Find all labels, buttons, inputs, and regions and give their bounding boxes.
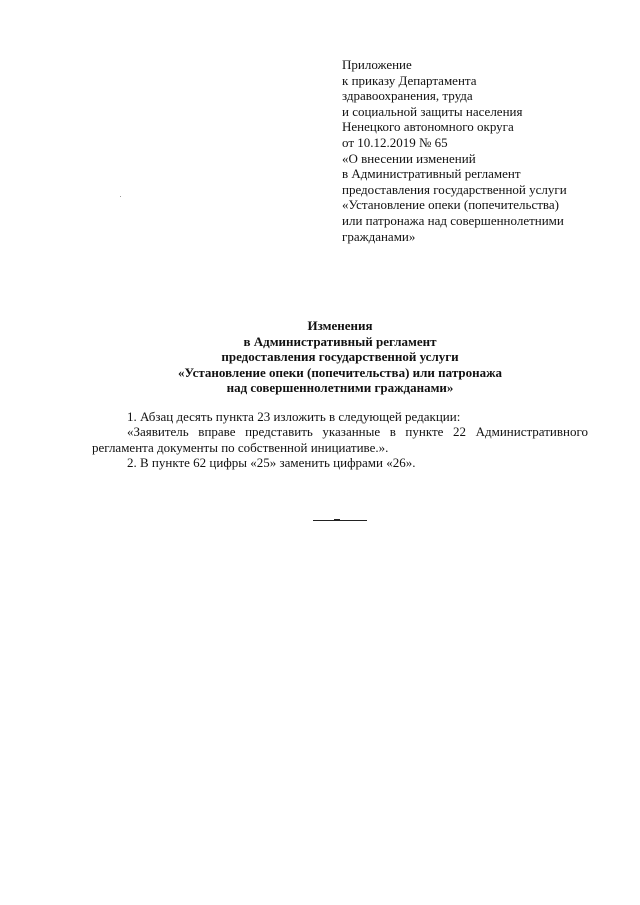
body-paragraph: 2. В пункте 62 цифры «25» заменить цифрами «26». (127, 455, 416, 471)
end-rule-mark (334, 519, 340, 521)
appendix-line: Приложение (342, 57, 412, 72)
title-line: в Административный регламент (243, 333, 437, 349)
body-paragraph: «Заявитель вправе представить указанные в пункте 22 Административного регламента документы по собственной инициативе.». (92, 424, 588, 455)
appendix-header (342, 57, 632, 244)
scan-speck (120, 196, 121, 197)
appendix-line: «Установление опеки (попечительства) (342, 197, 559, 213)
appendix-line: от 10.12.2019 № 65 (342, 134, 448, 150)
appendix-line: гражданами» (342, 228, 416, 244)
appendix-line: «О внесении изменений (342, 150, 476, 166)
appendix-line: в Административный регламент (342, 166, 521, 182)
appendix-line: предоставления государственной услуги (342, 181, 567, 197)
appendix-line: или патронажа над совершеннолетними (342, 212, 564, 228)
appendix-line: здравоохранения, труда (342, 88, 473, 104)
title-line: «Установление опеки (попечительства) или патронажа (177, 364, 503, 380)
title-line: над совершеннолетними гражданами» (226, 380, 454, 395)
appendix-line: и социальной защиты населения (342, 103, 523, 119)
body-paragraph: 1. Абзац десять пункта 23 изложить в следующей редакции: (127, 409, 461, 424)
appendix-line: Ненецкого автономного округа (342, 119, 514, 135)
end-rule (313, 520, 367, 521)
title-line: предоставления государственной услуги (221, 349, 459, 364)
document-title (100, 318, 580, 396)
appendix-line: к приказу Департамента (342, 72, 477, 88)
title-line: Изменения (307, 318, 373, 333)
document-body (92, 409, 588, 471)
